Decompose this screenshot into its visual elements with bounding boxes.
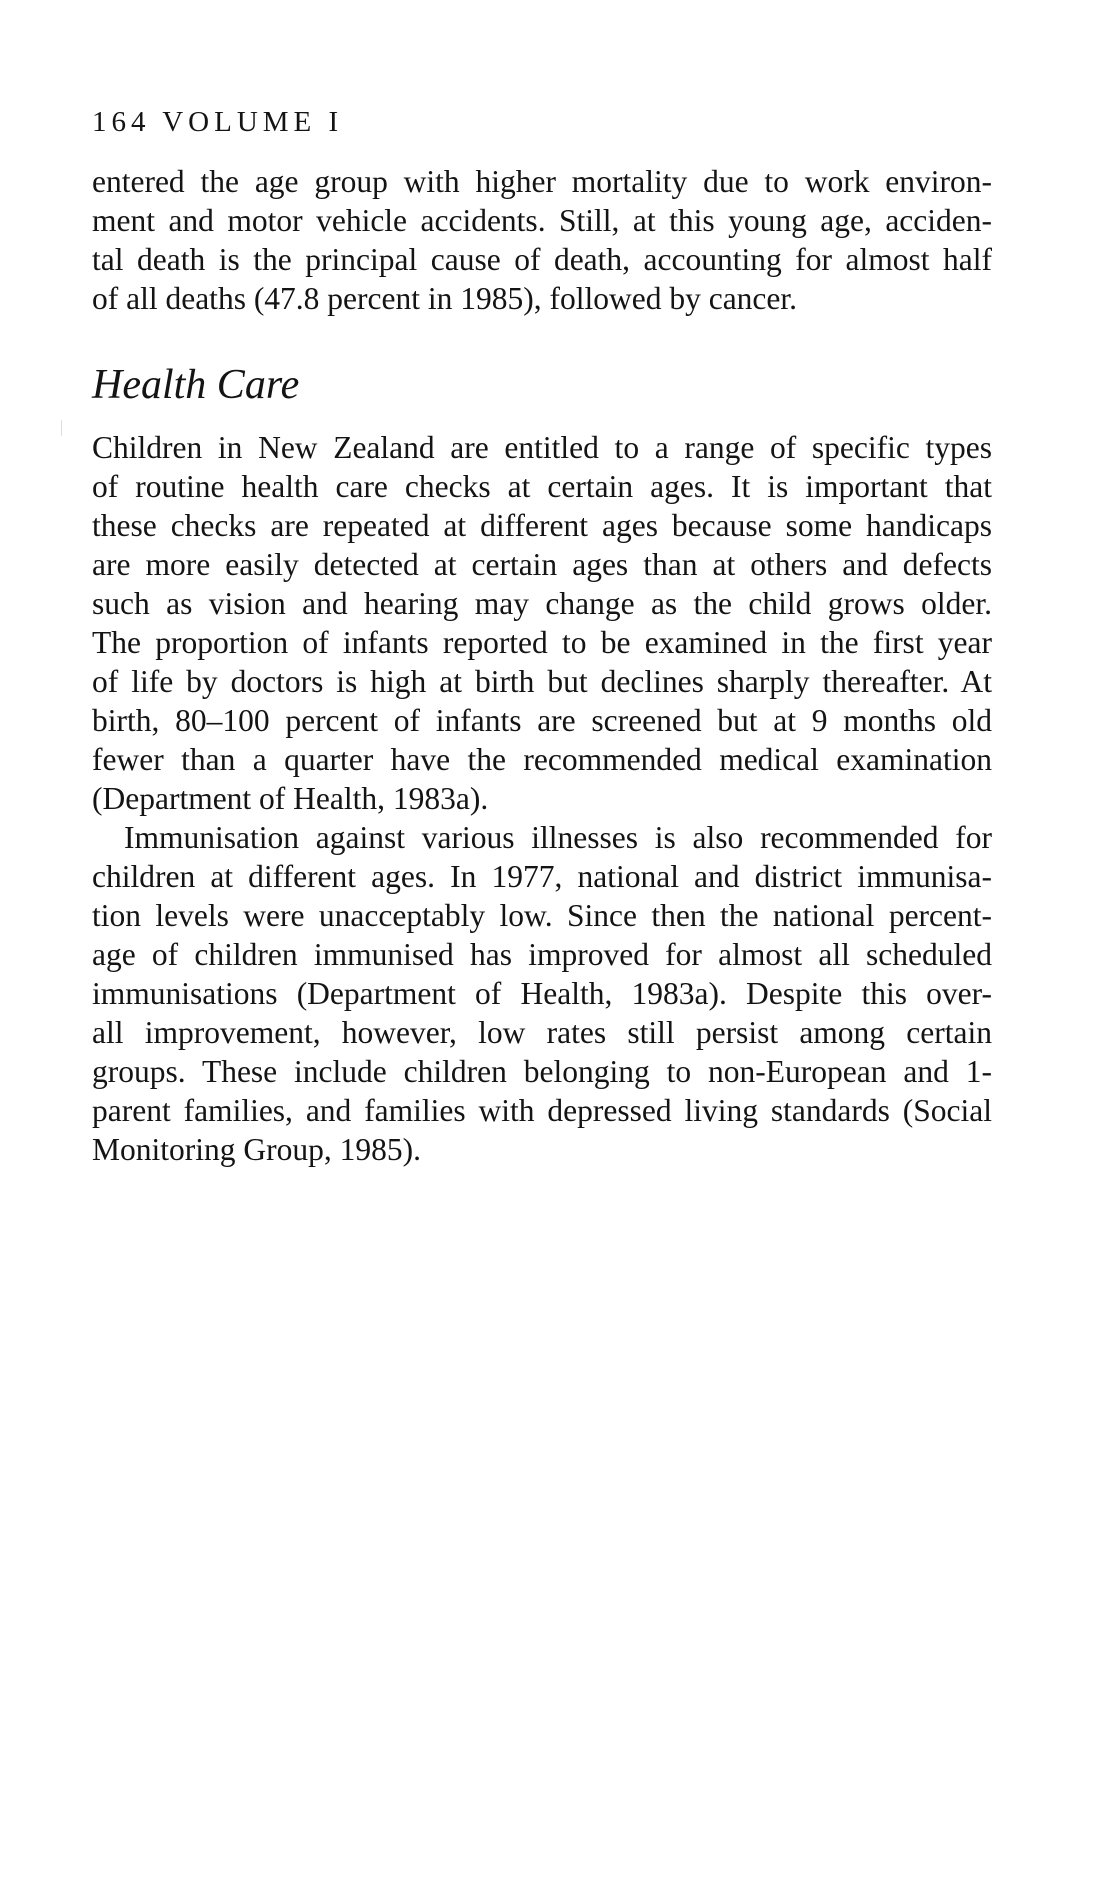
text-line: tal death is the principal cause of death, accounting for almost half: [92, 242, 992, 277]
text-line: The proportion of infants reported to be examined in the first year: [92, 625, 992, 660]
text-line: of routine health care checks at certain ages. It is important that: [92, 469, 992, 504]
text-line: these checks are repeated at different ages because some handicaps: [92, 508, 992, 543]
text-line: age of children immunised has improved for almost all scheduled: [92, 937, 992, 972]
text-line: such as vision and hearing may change as the child grows older.: [92, 586, 992, 621]
section-heading: Health Care: [92, 362, 300, 408]
continuation-paragraph: [92, 162, 992, 318]
text-line: ment and motor vehicle accidents. Still, at this young age, acciden-: [92, 203, 992, 238]
margin-mark: [61, 420, 62, 436]
text-line: all improvement, however, low rates still persist among certain: [92, 1015, 992, 1050]
text-line: tion levels were unacceptably low. Since then the national percent-: [92, 898, 992, 933]
text-line: Children in New Zealand are entitled to a range of specific types: [92, 430, 992, 465]
text-line: parent families, and families with depressed living standards (Social: [92, 1093, 992, 1128]
text-line: of life by doctors is high at birth but declines sharply thereafter. At: [92, 664, 992, 699]
text-line: fewer than a quarter have the recommended medical examination: [92, 742, 992, 777]
text-line: (Department of Health, 1983a).: [92, 781, 489, 816]
text-line: of all deaths (47.8 percent in 1985), followed by cancer.: [92, 281, 798, 316]
text-line: entered the age group with higher mortality due to work environ-: [92, 164, 992, 199]
text-line: groups. These include children belonging to non-European and 1-: [92, 1054, 992, 1089]
text-line: Monitoring Group, 1985).: [92, 1132, 421, 1167]
running-head: 164 VOLUME I: [92, 106, 344, 138]
health-care-paragraph-2: [92, 818, 992, 1169]
text-line: birth, 80–100 percent of infants are screened but at 9 months old: [92, 703, 992, 738]
text-line: immunisations (Department of Health, 1983a). Despite this over-: [92, 976, 992, 1011]
text-line: Immunisation against various illnesses is also recommended for: [124, 820, 992, 855]
health-care-paragraph-1: [92, 428, 992, 818]
text-line: children at different ages. In 1977, national and district immunisa-: [92, 859, 992, 894]
text-line: are more easily detected at certain ages than at others and defects: [92, 547, 992, 582]
